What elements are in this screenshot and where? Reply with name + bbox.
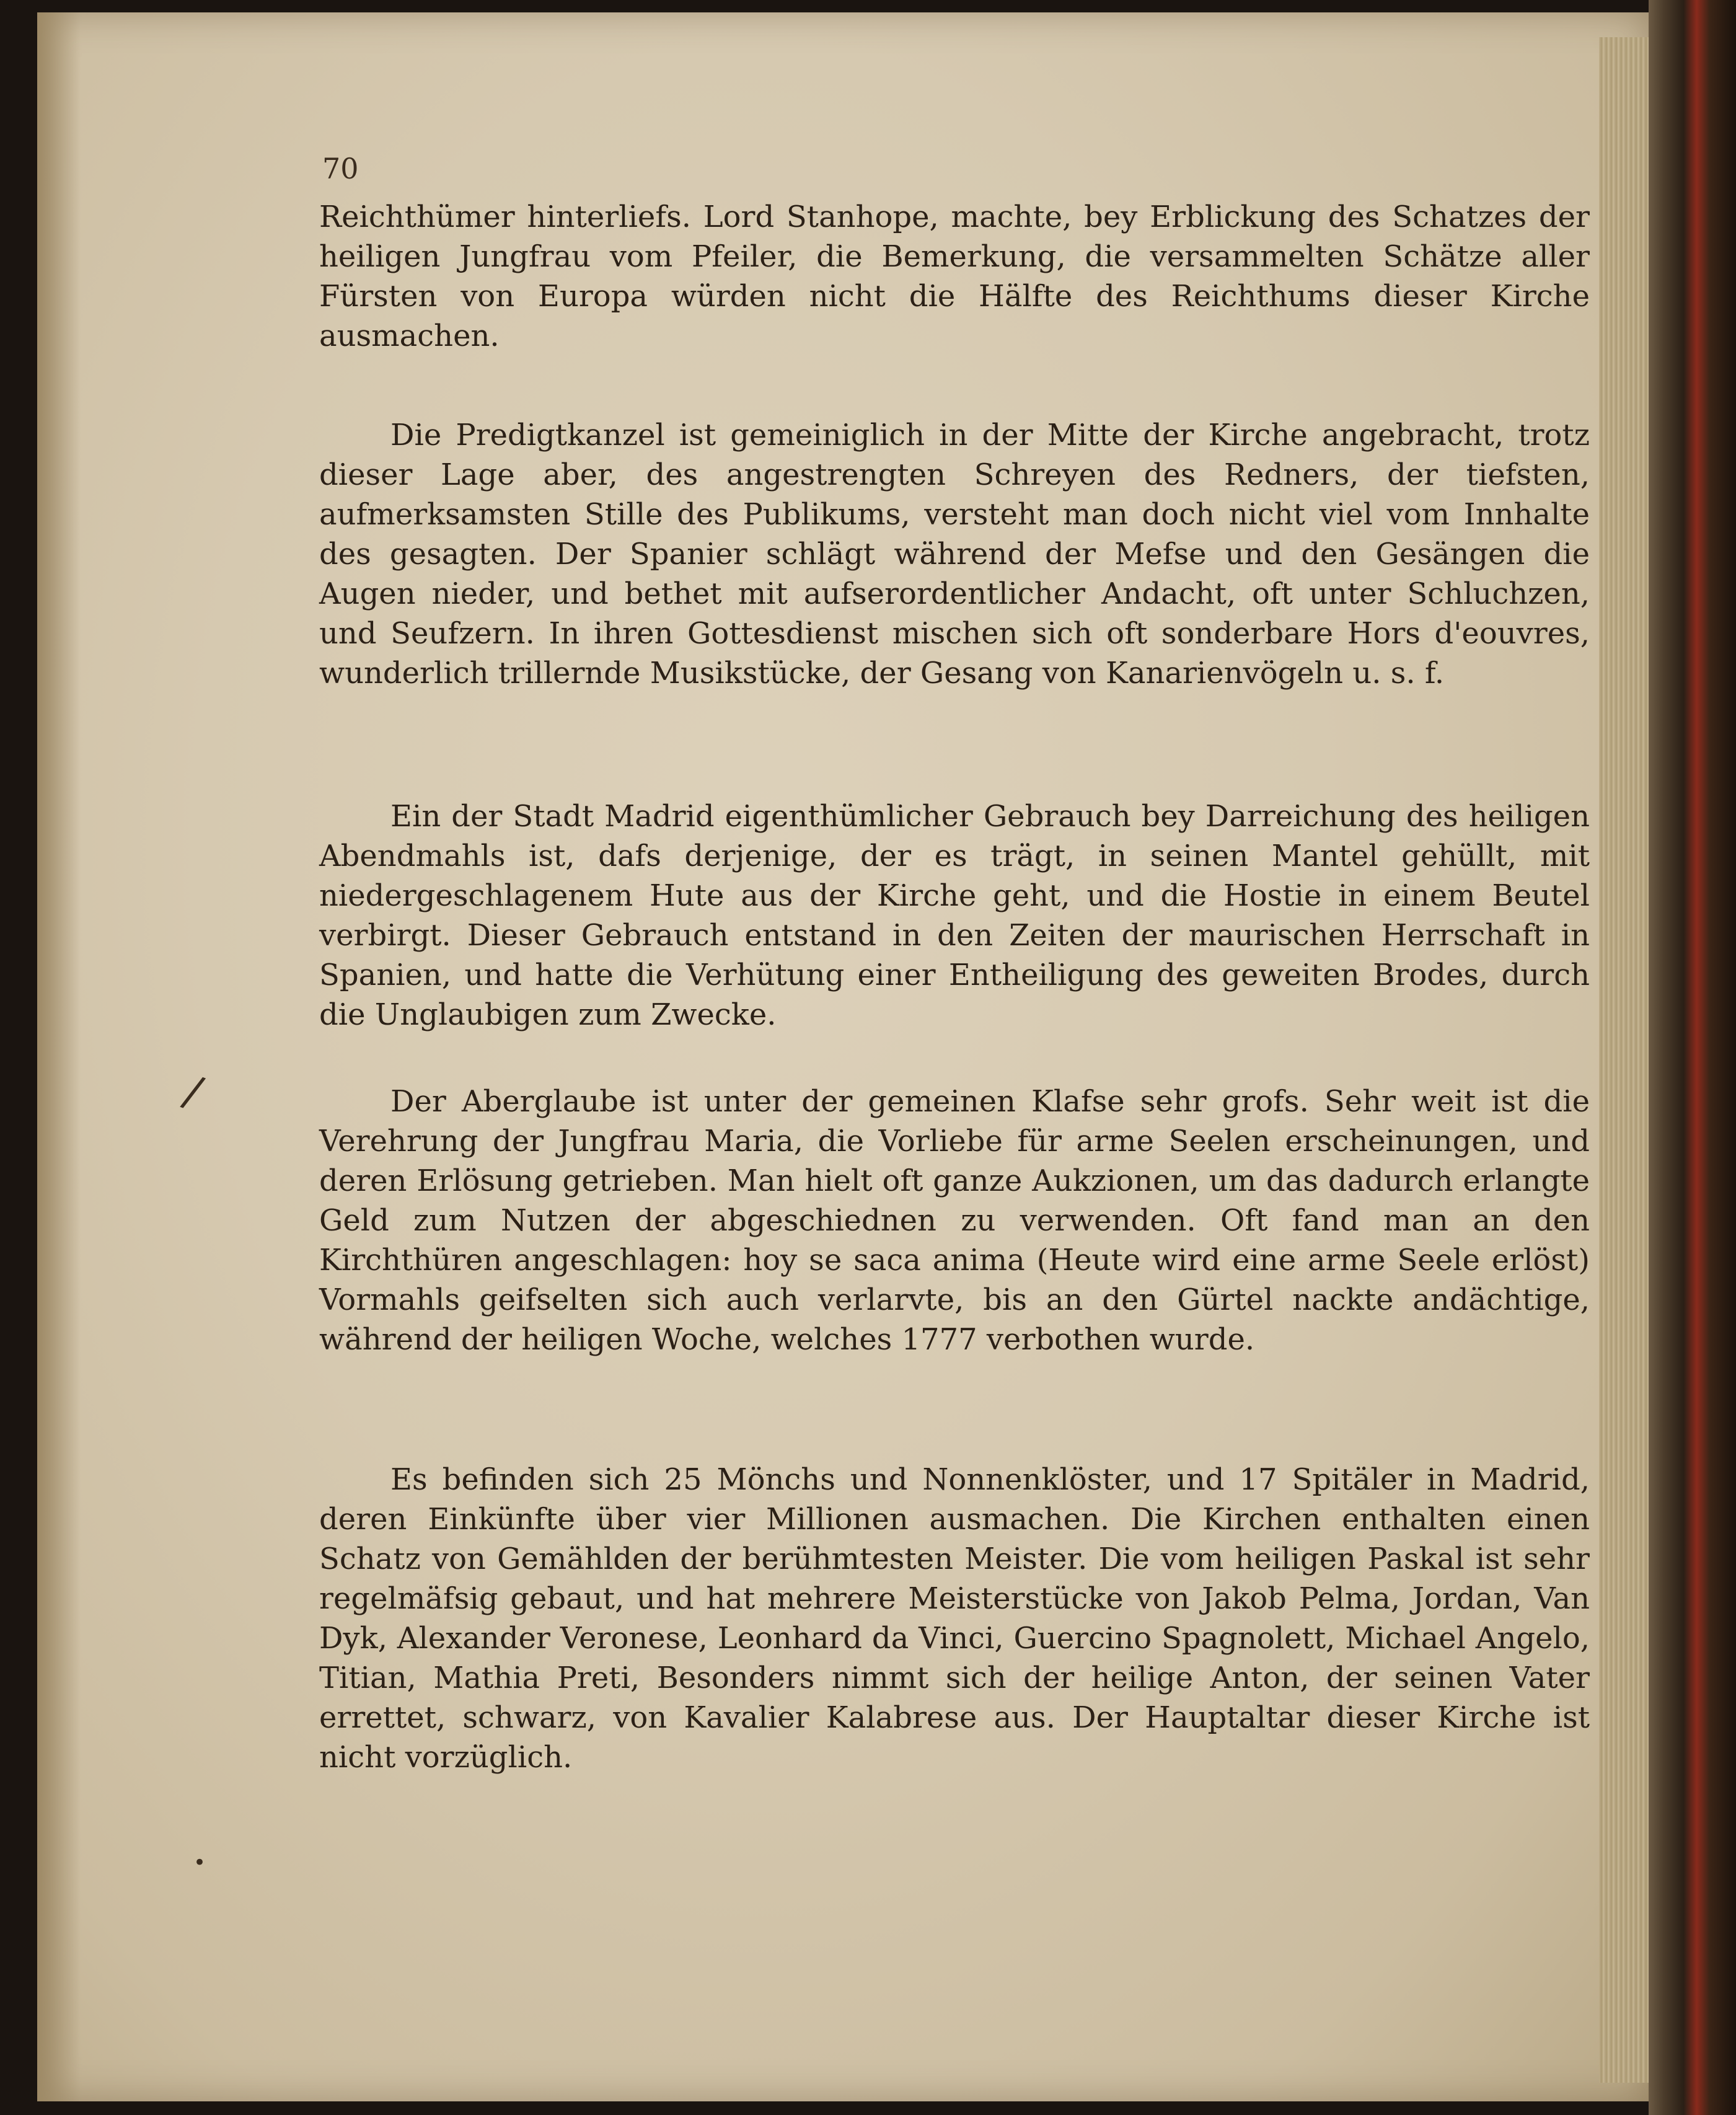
book-spine [1649,0,1736,2115]
paragraph-2: Die Predigtkanzel ist gemeiniglich in der Mitte der Kirche angebracht, trotz dieser Lage aber, des angestrengten Schreyen des Redners, der tiefsten, aufmerksamsten Stille des Publikums, versteht man doch nicht viel vom Innhalte des gesagten. Der Spanier schlägt während der Mefse und den Gesängen die Augen nieder, und bethet mit aufserordentlicher Andacht, oft unter Schluchzen, und Seufzern. In ihren Gottesdienst mischen sich oft sonderbare Hors d'eouvres, wunderlich trillernde Musikstücke, der Gesang von Kanarienvögeln u. s. f. [319,418,1590,691]
margin-mark-dot: • [193,1850,206,1875]
page-edges [1599,37,1649,2083]
paragraph-5: Es befinden sich 25 Mönchs und Nonnenklöster, und 17 Spitäler in Madrid, deren Einkünfte über vier Millionen ausmachen. Die Kirchen enthalten einen Schatz von Gemählden der berühmtesten Meister. Die vom heiligen Paskal ist sehr regelmäfsig gebaut, und hat mehrere Meisterstücke von Jakob Pelma, Jordan, Van Dyk, Alexander Veronese, Leonhard da Vinci, Guercino Spagnolett, Michael Angelo, Titian, Mathia Preti, Besonders nimmt sich der heilige Anton, der seinen Vater errettet, schwarz, von Kavalier Kalabrese aus. Der Hauptaltar dieser Kirche ist nicht vorzüglich. [319,1462,1590,1775]
paragraph-4: Der Aberglaube ist unter der gemeinen Klafse sehr grofs. Sehr weit ist die Verehrung der Jungfrau Maria, die Vorliebe für arme Seelen erscheinungen, und deren Erlösung getrieben. Man hielt oft ganze Aukzionen, um das dadurch erlangte Geld zum Nutzen der abgeschiednen zu verwenden. Oft fand man an den Kirchthüren angeschlagen: hoy se saca anima (Heute wird eine arme Seele erlöst) Vormahls geifselten sich auch verlarvte, bis an den Gürtel nackte andächtige, während der heiligen Woche, welches 1777 verbothen wurde. [319,1084,1590,1357]
gutter-shadow [37,12,81,2101]
paragraph-1: Reichthümer hinterliefs. Lord Stanhope, machte, bey Erblickung des Schatzes der heiligen Jungfrau vom Pfeiler, die Bemerkung, die versammelten Schätze aller Fürsten von Europa würden nicht die Hälfte des Reichthums dieser Kirche ausmachen. [319,200,1590,353]
paragraph-3: Ein der Stadt Madrid eigenthümlicher Gebrauch bey Darreichung des heiligen Abendmahls ist, dafs derjenige, der es trägt, in seinen Mantel gehüllt, mit niedergeschlagenem Hute aus der Kirche geht, und die Hostie in einem Beutel verbirgt. Dieser Gebrauch entstand in den Zeiten der maurischen Herrschaft in Spanien, und hatte die Verhütung einer Entheiligung des geweiten Brodes, durch die Unglaubigen zum Zwecke. [319,799,1590,1032]
margin-mark-stroke: / [177,1065,209,1118]
page-number: 70 [322,152,359,185]
